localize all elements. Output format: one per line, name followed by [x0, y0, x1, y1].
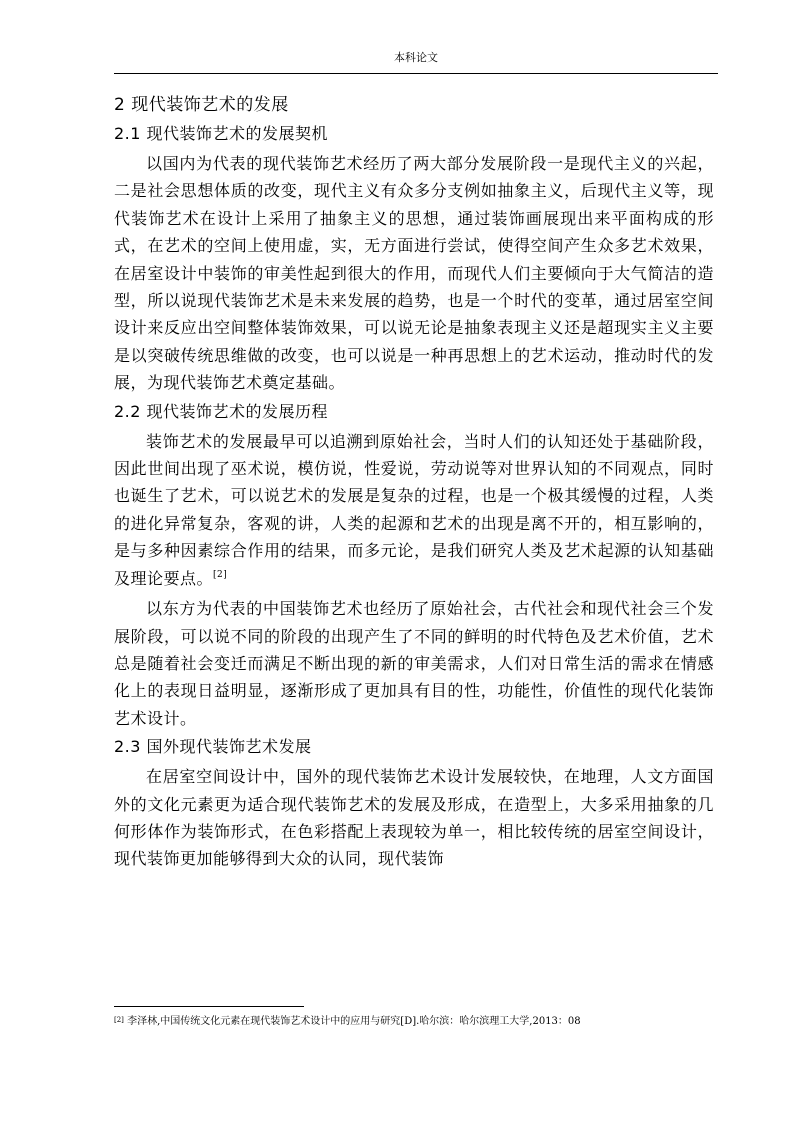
paragraph: 以东方为代表的中国装饰艺术也经历了原始社会，古代社会和现代社会三个发展阶段，可以说不同的阶段的出现产生了不同的鲜明的时代特色及艺术价值，艺术总是随着社会变迁而满足不断出现的新的审美需求，人们对日常生活的需求在情感化上的表现日益明显，逐渐形成了更加具有目的性，功能性，价值性的现代化装饰艺术设计。 [114, 599, 714, 728]
citation-marker: [2] [213, 569, 228, 580]
paragraph: 以国内为代表的现代装饰艺术经历了两大部分发展阶段一是现代主义的兴起，二是社会思想体质的改变，现代主义有众多分支例如抽象主义，后现代主义等，现代装饰艺术在设计上采用了抽象主义的思想，通过装饰画展现出来平面构成的形式，在艺术的空间上使用虚，实，无方面进行尝试，使得空间产生众多艺术效果，在居室设计中装饰的审美性起到很大的作用，而现代人们主要倾向于大气简洁的造型，所以说现代装饰艺术是未来发展的趋势，也是一个时代的变革，通过居室空间设计来反应出空间整体装饰效果，可以说无论是抽象表现主义还是超现实主义主要是以突破传统思维做的改变，也可以说是一种再思想上的艺术运动，推动时代的发展，为现代装饰艺术奠定基础。 [114, 154, 714, 393]
subsection-title-2-2: 2.2 现代装饰艺术的发展历程 [114, 401, 329, 421]
footnote [114, 1015, 714, 1029]
section-title: 2 现代装饰艺术的发展 [114, 95, 289, 115]
paragraph-with-citation [114, 428, 714, 592]
subsection-title-2-3: 2.3 国外现代装饰艺术发展 [114, 737, 312, 757]
footnote-text: 李泽林,中国传统文化元素在现代装饰艺术设计中的应用与研究[D].哈尔滨：哈尔滨理工大学,2013：08 [127, 1016, 581, 1027]
footnote-marker: [2] [114, 1016, 124, 1024]
footnote-divider [114, 1006, 304, 1007]
header-divider [114, 73, 718, 74]
page-header: 本科论文 [394, 51, 438, 64]
main-content [114, 93, 714, 876]
subsection-title-2-1: 2.1 现代装饰艺术的发展契机 [114, 124, 329, 143]
paragraph-text: 装饰艺术的发展最早可以追溯到原始社会，当时人们的认知还处于基础阶段，因此世间出现了巫术说，模仿说，性爱说，劳动说等对世界认知的不同观点，同时也诞生了艺术，可以说艺术的发展是复杂的过程，也是一个极其缓慢的过程，人类的进化异常复杂，客观的讲，人类的起源和艺术的出现是离不开的，相互影响的，是与多种因素综合作用的结果，而多元论，是我们研究人类及艺术起源的认知基础及理论要点。 [114, 431, 714, 588]
paragraph: 在居室空间设计中，国外的现代装饰艺术设计发展较快，在地理，人文方面国外的文化元素更为适合现代装饰艺术的发展及形成，在造型上，大多采用抽象的几何形体作为装饰形式，在色彩搭配上表现较为单一，相比较传统的居室空间设计，现代装饰更加能够得到大众的认同，现代装饰 [114, 767, 714, 869]
